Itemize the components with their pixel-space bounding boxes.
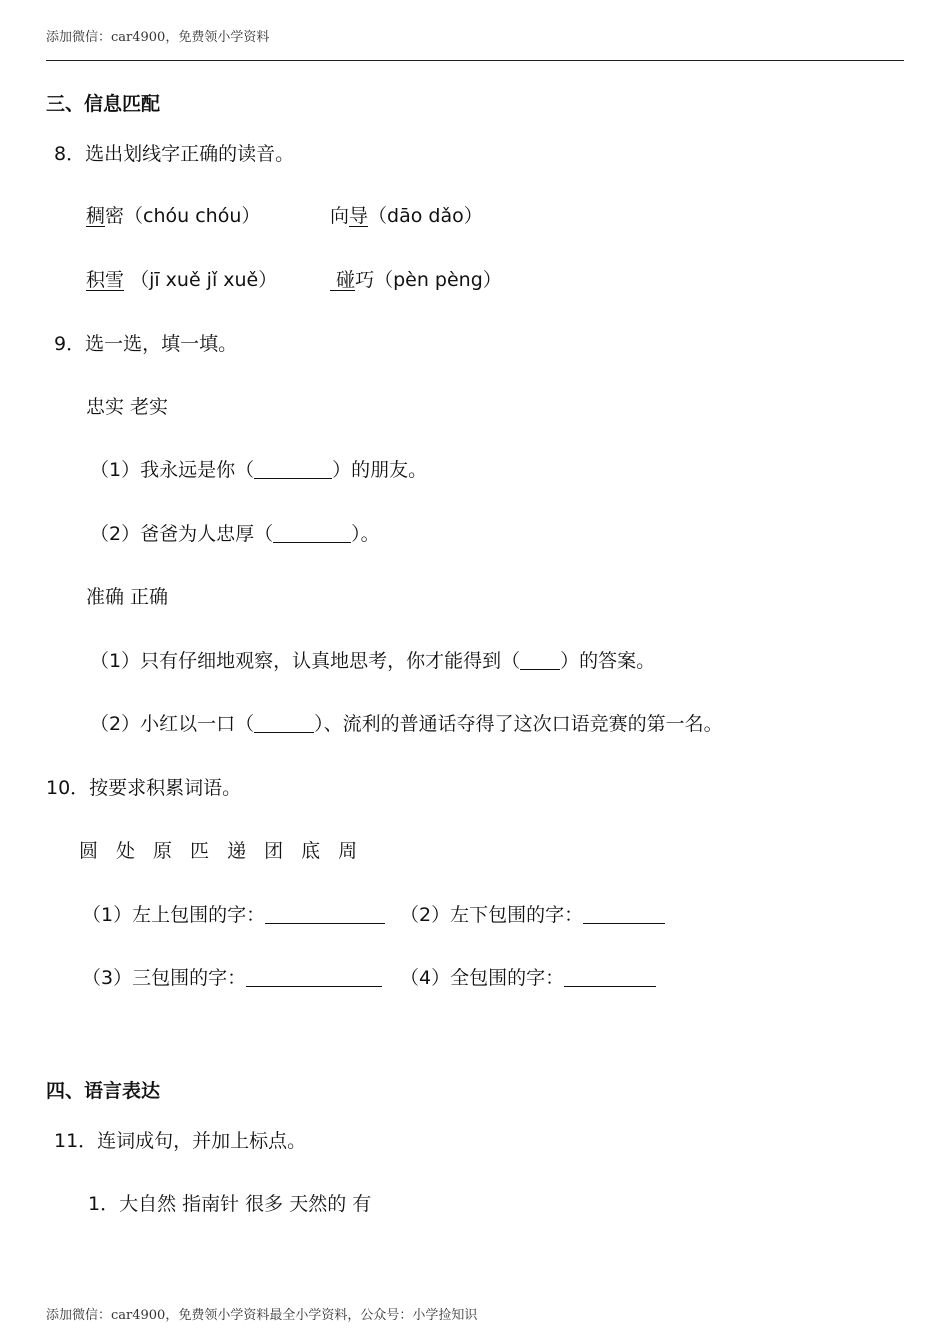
answer-blank[interactable] xyxy=(273,524,351,543)
q8-item-3-underlined-word: 积雪 xyxy=(86,269,125,291)
q10-char: 底 xyxy=(301,840,321,862)
q10-char: 匹 xyxy=(190,840,210,862)
q10-char: 团 xyxy=(264,840,284,862)
answer-blank[interactable] xyxy=(583,905,665,924)
q8-item-4 xyxy=(330,265,502,292)
q10-prompt-4: （4）全包围的字： xyxy=(400,963,656,990)
q8-item-4-rest: 巧 xyxy=(355,269,375,291)
q10-prompt-2: （2）左下包围的字： xyxy=(400,900,665,927)
q10-character-list xyxy=(79,836,375,863)
question-10-stem: 10．按要求积累词语。 xyxy=(46,777,242,799)
q10-char: 圆 xyxy=(79,840,99,862)
q10-char: 原 xyxy=(153,840,173,862)
q10-char: 周 xyxy=(338,840,358,862)
q9-g1-sentence-1: （1）我永远是你（ ）的朋友。 xyxy=(90,459,428,481)
q8-item-1 xyxy=(86,201,260,228)
header-divider xyxy=(46,60,904,61)
q10-prompt-3: （3）三包围的字： xyxy=(82,963,382,990)
question-8-stem: 8．选出划线字正确的读音。 xyxy=(54,143,295,165)
question-9-stem: 9．选一选，填一填。 xyxy=(54,333,238,355)
section-title-4: 四、语言表达 xyxy=(46,1080,161,1102)
answer-blank[interactable] xyxy=(265,905,385,924)
question-11-stem: 11．连词成句，并加上标点。 xyxy=(54,1130,307,1152)
answer-blank[interactable] xyxy=(254,460,332,479)
q8-item-2 xyxy=(330,201,483,228)
q8-item-3 xyxy=(86,265,277,292)
q9-g2-sentence-2: （2）小红以一口（ ）、流利的普通话夺得了这次口语竞赛的第一名。 xyxy=(90,713,723,735)
q9-group-1-words: 忠实 老实 xyxy=(86,396,169,418)
answer-blank[interactable] xyxy=(254,714,314,733)
q8-item-1-options: （chóu chóu） xyxy=(124,205,261,227)
page-header: 添加微信：car4900，免费领小学资料 xyxy=(46,30,270,45)
q10-char: 处 xyxy=(116,840,136,862)
answer-blank[interactable] xyxy=(520,651,560,670)
page-footer: 添加微信：car4900，免费领小学资料最全小学资料，公众号：小学捡知识 xyxy=(46,1308,478,1323)
q8-item-2-underlined-char: 导 xyxy=(349,205,369,227)
q9-g2-sentence-1: （1）只有仔细地观察，认真地思考，你才能得到（ ）的答案。 xyxy=(90,650,656,672)
q8-item-1-rest: 密 xyxy=(105,205,125,227)
answer-blank[interactable] xyxy=(246,968,382,987)
q10-char: 递 xyxy=(227,840,247,862)
q8-item-4-underlined-char: 碰 xyxy=(336,269,356,291)
answer-blank[interactable] xyxy=(564,968,656,987)
q8-item-1-underlined-char: 稠 xyxy=(86,205,106,227)
q9-group-2-words: 准确 正确 xyxy=(86,586,169,608)
q8-item-4-options: （pèn pèng） xyxy=(374,269,502,291)
q9-g1-sentence-2: （2）爸爸为人忠厚（ ）。 xyxy=(90,523,380,545)
section-title-3: 三、信息匹配 xyxy=(46,93,161,115)
q10-prompt-1: （1）左上包围的字： xyxy=(82,900,385,927)
q8-item-2-pre: 向 xyxy=(330,205,350,227)
q8-item-3-options: （jī xuě jǐ xuě） xyxy=(130,269,278,291)
q8-item-2-options: （dāo dǎo） xyxy=(368,205,483,227)
q11-item-1: 1．大自然 指南针 很多 天然的 有 xyxy=(88,1193,372,1215)
